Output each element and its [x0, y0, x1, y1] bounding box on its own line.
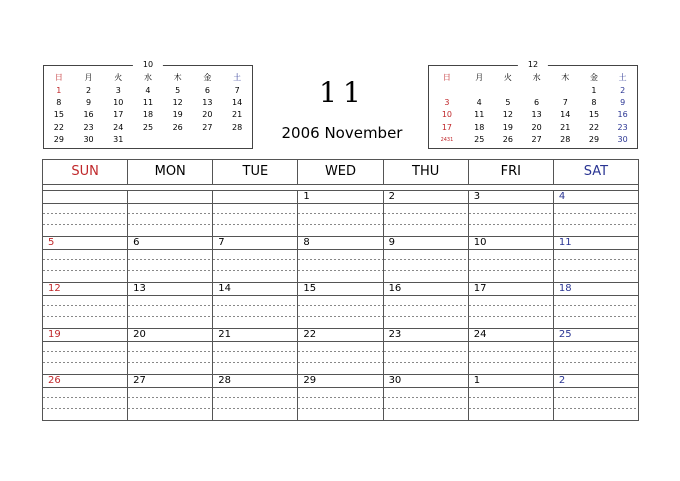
day-number: 19 [48, 329, 61, 340]
weekday-header-row [43, 160, 638, 185]
day-cell[interactable] [469, 237, 554, 282]
day-number: 3 [473, 191, 481, 202]
day-number: 6 [133, 237, 140, 248]
weekday-header-wed: WED [298, 160, 383, 184]
mini-day: 6 [204, 85, 210, 95]
day-cell[interactable] [384, 375, 469, 420]
day-number: 13 [133, 283, 146, 294]
prev-month-label: 10 [133, 59, 163, 71]
mini-day: 3 [444, 97, 450, 107]
day-cell[interactable] [213, 237, 298, 282]
mini-day: 16 [617, 110, 628, 120]
weekday-label: 月 [475, 73, 484, 83]
day-cell[interactable] [469, 283, 554, 328]
day-cell[interactable] [384, 191, 469, 236]
mini-day [494, 84, 523, 96]
weekday-header-fri: FRI [469, 160, 554, 184]
weekday-label: 金 [203, 73, 212, 83]
day-number: 20 [133, 329, 146, 340]
mini-day [222, 134, 252, 146]
mini-day: 25 [142, 122, 154, 132]
next-month-week [429, 109, 637, 121]
day-number: 7 [218, 237, 225, 248]
day-cell[interactable] [298, 191, 383, 236]
weekday-header-mon: MON [128, 160, 213, 184]
day-cell[interactable] [213, 283, 298, 328]
mini-day: 15 [588, 110, 600, 120]
mini-day: 18 [142, 110, 154, 120]
day-number: 4 [558, 191, 566, 202]
day-number: 28 [218, 375, 232, 386]
mini-day: 27 [531, 135, 542, 145]
next-month-week [429, 122, 637, 134]
day-number: 17 [473, 283, 487, 294]
day-cell[interactable] [384, 237, 469, 282]
prev-month-week [44, 109, 252, 121]
mini-day: 21 [232, 110, 243, 120]
weekday-header-sat: SAT [583, 164, 609, 179]
day-number: 1 [473, 375, 481, 386]
year-month-title: 2006 November [281, 124, 403, 142]
day-number: 24 [473, 329, 487, 340]
mini-day: 26 [172, 122, 183, 132]
calendar-week [43, 283, 638, 329]
day-cell[interactable] [128, 191, 213, 236]
mini-day [163, 134, 193, 146]
mini-day [465, 84, 494, 96]
day-cell[interactable] [554, 375, 638, 420]
weekday-label: 月 [84, 73, 93, 83]
weekday-header-thu: THU [384, 160, 469, 184]
day-number: 25 [558, 329, 572, 340]
mini-day: 31 [113, 135, 124, 145]
mini-day: 1 [591, 85, 597, 95]
day-cell[interactable] [298, 329, 383, 374]
mini-day: 20 [531, 122, 542, 132]
weekday-label: 金 [589, 73, 598, 83]
day-number: 2 [388, 191, 395, 202]
weekday-label: 土 [233, 73, 242, 83]
day-number: 5 [48, 237, 55, 248]
mini-day: 19 [502, 122, 513, 132]
calendar-week [43, 329, 638, 375]
day-number: 29 [303, 375, 317, 386]
day-cell[interactable] [43, 329, 128, 374]
mini-day [522, 84, 551, 96]
mini-day: 13 [531, 110, 542, 120]
mini-day: 16 [83, 110, 94, 120]
day-number: 1 [303, 191, 310, 202]
mini-day: 10 [113, 97, 124, 107]
weekday-header-tue: TUE [213, 160, 298, 184]
mini-day: 5 [175, 85, 181, 95]
mini-day: 23 [617, 122, 628, 132]
mini-day: 26 [502, 135, 513, 145]
next-month-week [429, 84, 637, 96]
day-cell[interactable] [298, 283, 383, 328]
prev-month-grid [44, 72, 252, 146]
mini-day: 2 [620, 85, 626, 95]
day-cell[interactable] [128, 283, 213, 328]
mini-day: 15 [53, 110, 64, 120]
mini-day: 19 [172, 110, 183, 120]
weekday-label: 木 [173, 73, 182, 83]
mini-day: 18 [474, 122, 485, 132]
mini-day: 12 [172, 97, 183, 107]
day-number: 14 [218, 283, 232, 294]
mini-day: 27 [202, 122, 213, 132]
mini-day: 29 [53, 135, 64, 145]
day-number: 26 [48, 375, 61, 386]
mini-day: 8 [591, 97, 597, 107]
calendar-week [43, 375, 638, 420]
day-cell[interactable] [554, 283, 638, 328]
weekday-label: 土 [618, 73, 627, 83]
month-calendar-grid [42, 159, 639, 421]
prev-month-week [44, 122, 252, 134]
mini-day: 8 [56, 97, 62, 107]
mini-day: 28 [560, 135, 571, 145]
mini-day: 7 [234, 85, 240, 95]
weekday-label: 木 [561, 73, 570, 83]
day-cell[interactable] [128, 237, 213, 282]
day-cell[interactable] [43, 191, 128, 236]
day-cell[interactable] [554, 191, 638, 236]
mini-day: 1 [56, 85, 62, 95]
next-month-label: 12 [518, 59, 548, 71]
day-cell[interactable] [554, 237, 638, 282]
calendar-week [43, 237, 638, 283]
day-cell[interactable] [43, 237, 128, 282]
next-month-week [429, 97, 637, 109]
day-number: 10 [473, 237, 487, 248]
mini-day: 6 [534, 97, 540, 107]
mini-day: 9 [620, 97, 626, 107]
mini-day: 11 [474, 110, 485, 120]
mini-day: 14 [560, 110, 571, 120]
prev-month-week [44, 84, 252, 96]
mini-day: 17 [441, 122, 453, 132]
mini-day [551, 84, 580, 96]
day-cell[interactable] [43, 283, 128, 328]
next-month-mini-calendar [428, 60, 638, 149]
mini-day: 13 [202, 97, 213, 107]
month-number: 11 [319, 76, 367, 109]
day-number: 11 [558, 237, 572, 248]
mini-day: 14 [232, 97, 243, 107]
day-cell[interactable] [213, 375, 298, 420]
day-cell[interactable] [213, 329, 298, 374]
next-month-weekday-row [429, 72, 637, 84]
mini-day: 2431 [440, 137, 454, 144]
day-cell[interactable] [469, 329, 554, 374]
mini-day: 10 [441, 110, 453, 120]
day-cell[interactable] [469, 375, 554, 420]
day-cell[interactable] [298, 375, 383, 420]
mini-day: 21 [560, 122, 571, 132]
weekday-header-sun: SUN [43, 160, 128, 184]
day-number: 15 [303, 283, 317, 294]
prev-month-mini-calendar [43, 60, 253, 149]
mini-day: 12 [502, 110, 513, 120]
weekday-label: 日 [54, 73, 63, 83]
mini-day: 4 [145, 85, 151, 95]
mini-day [193, 134, 223, 146]
mini-day [429, 84, 465, 96]
weekday-label: 水 [532, 73, 541, 83]
day-cell[interactable] [384, 329, 469, 374]
mini-day: 22 [53, 122, 64, 132]
mini-day: 9 [86, 97, 92, 107]
mini-day: 30 [617, 135, 628, 145]
next-month-week [429, 134, 637, 146]
day-number: 22 [303, 329, 317, 340]
mini-day: 25 [474, 135, 485, 145]
day-number: 8 [303, 237, 310, 248]
day-cell[interactable] [384, 283, 469, 328]
day-cell[interactable] [469, 191, 554, 236]
mini-day: 7 [562, 97, 568, 107]
weekday-label: 水 [143, 73, 152, 83]
day-number: 18 [558, 283, 572, 294]
mini-day: 28 [232, 122, 243, 132]
mini-day: 29 [588, 135, 600, 145]
day-number: 30 [388, 375, 402, 386]
weekday-label: 日 [442, 73, 451, 83]
weekday-label: 火 [503, 73, 512, 83]
mini-day: 17 [113, 110, 124, 120]
mini-day: 22 [588, 122, 600, 132]
next-month-grid [429, 72, 637, 146]
mini-day: 4 [476, 97, 482, 107]
day-cell[interactable] [554, 329, 638, 374]
day-cell[interactable] [298, 237, 383, 282]
prev-month-week [44, 97, 252, 109]
day-number: 23 [388, 329, 402, 340]
mini-day: 24 [113, 122, 124, 132]
day-cell[interactable] [43, 375, 128, 420]
day-number: 16 [388, 283, 402, 294]
mini-day: 2 [86, 85, 92, 95]
mini-day: 3 [115, 85, 121, 95]
mini-day: 30 [83, 135, 94, 145]
mini-day: 20 [202, 110, 213, 120]
prev-month-week [44, 134, 252, 146]
day-number: 27 [133, 375, 146, 386]
calendar-week [43, 191, 638, 237]
day-cell[interactable] [128, 375, 213, 420]
prev-month-weekday-row [44, 72, 252, 84]
weekday-label: 火 [114, 73, 123, 83]
mini-day: 5 [505, 97, 511, 107]
mini-day [133, 134, 163, 146]
day-cell[interactable] [128, 329, 213, 374]
day-number: 21 [218, 329, 232, 340]
mini-day: 23 [83, 122, 94, 132]
day-number: 12 [48, 283, 61, 294]
mini-day: 11 [142, 97, 154, 107]
day-cell[interactable] [213, 191, 298, 236]
day-number: 9 [388, 237, 395, 248]
day-number: 2 [558, 375, 566, 386]
